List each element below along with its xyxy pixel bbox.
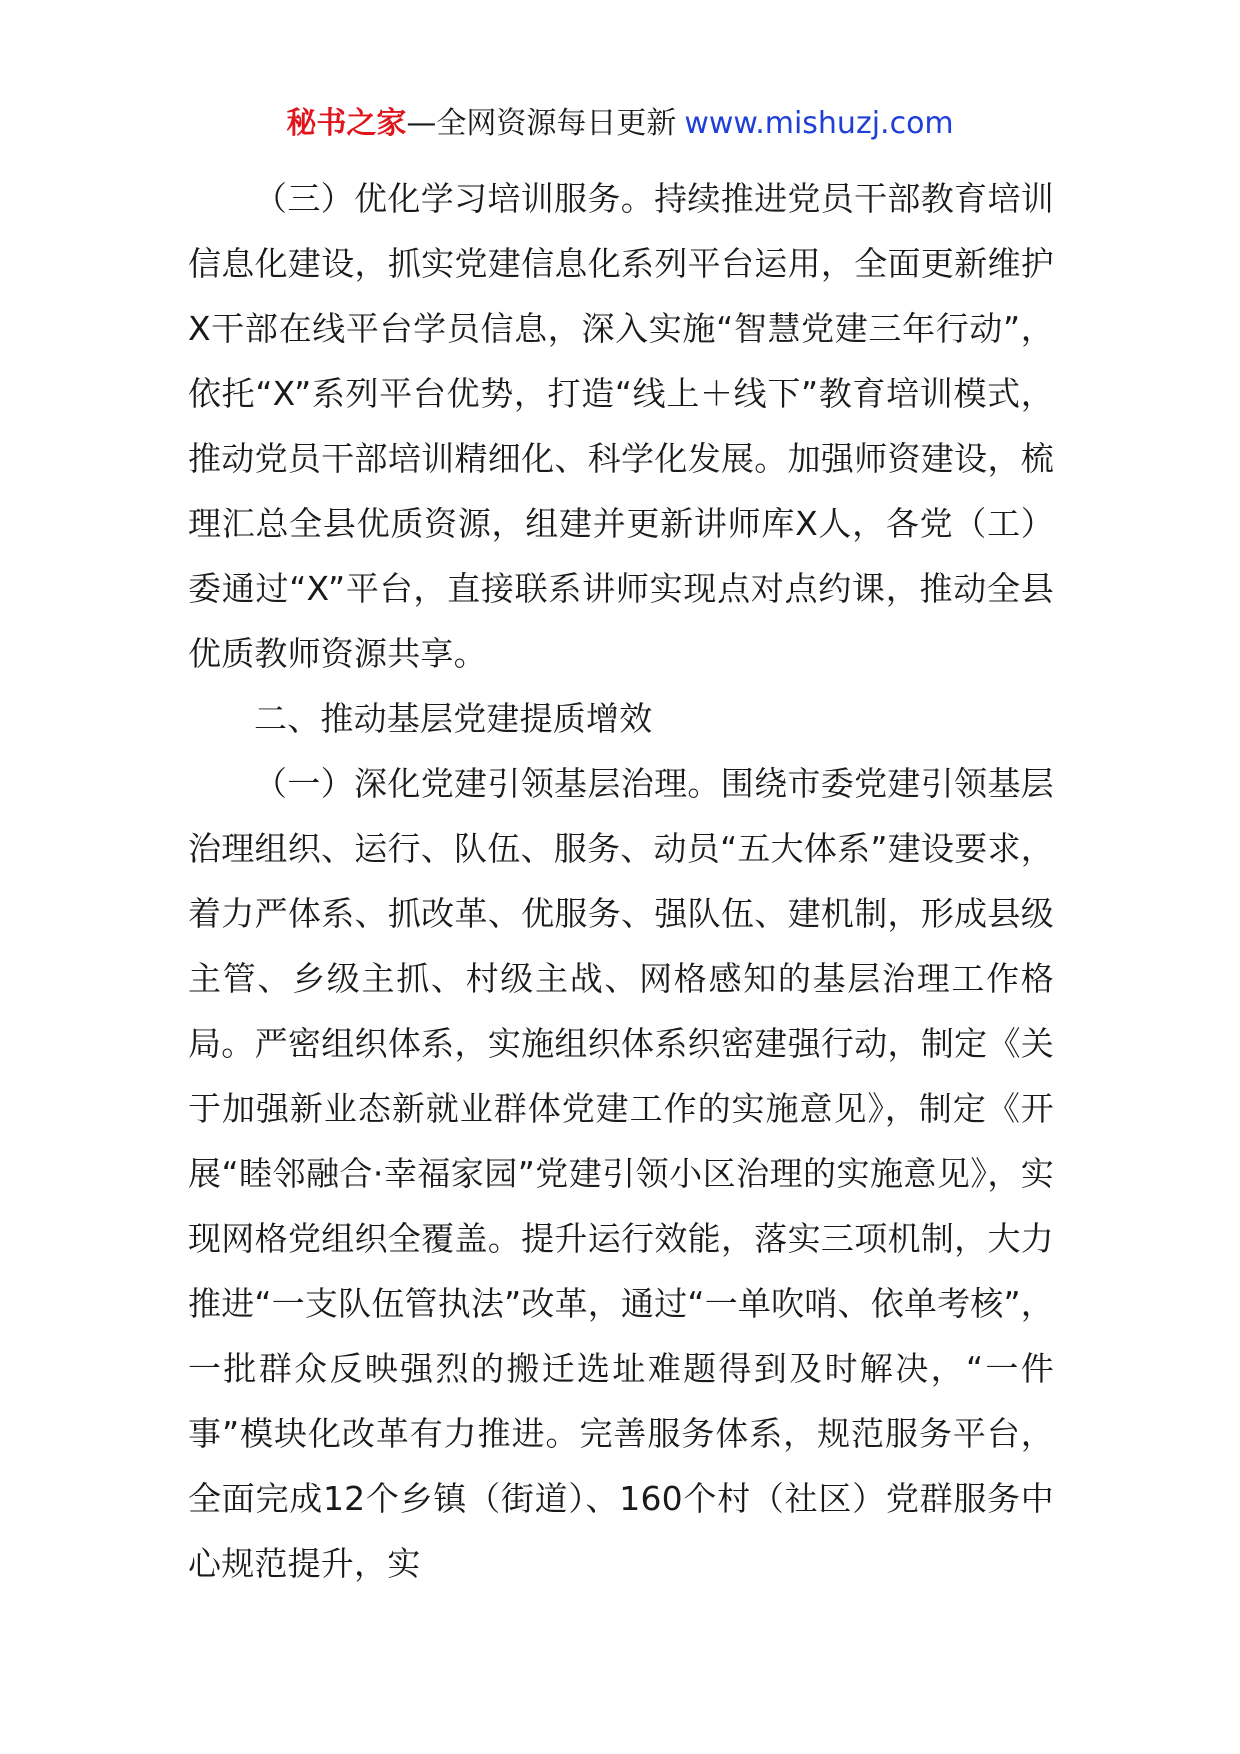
site-header: [0, 104, 1240, 144]
site-url-link[interactable]: www.mishuzj.com: [684, 106, 954, 141]
paragraph-training-services: （三）优化学习培训服务。持续推进党员干部教育培训信息化建设，抓实党建信息化系列平台运用，全面更新维护X干部在线平台学员信息，深入实施“智慧党建三年行动”，依托“X”系列平台优势，打造“线上＋线下”教育培训模式，推动党员干部培训精细化、科学化发展。加强师资建设，梳理汇总全县优质资源，组建并更新讲师库X人，各党（工）委通过“X”平台，直接联系讲师实现点对点约课，推动全县优质教师资源共享。: [188, 179, 1054, 673]
header-tagline: —全网资源每日更新: [406, 106, 677, 141]
paragraph-grassroots-governance: （一）深化党建引领基层治理。围绕市委党建引领基层治理组织、运行、队伍、服务、动员“五大体系”建设要求，着力严体系、抓改革、优服务、强队伍、建机制，形成县级主管、乡级主抓、村级主战、网格感知的基层治理工作格局。严密组织体系，实施组织体系织密建强行动，制定《关于加强新业态新就业群体党建工作的实施意见》，制定《开展“睦邻融合·幸福家园”党建引领小区治理的实施意见》，实现网格党组织全覆盖。提升运行效能，落实三项机制，大力推进“一支队伍管执法”改革，通过“一单吹哨、依单考核”，一批群众反映强烈的搬迁选址难题得到及时解决，“一件事”模块化改革有力推进。完善服务体系，规范服务平台，全面完成12个乡镇（街道）、160个村（社区）党群服务中心规范提升，实: [188, 764, 1054, 1583]
brand-name: 秘书之家: [286, 106, 407, 141]
section-heading-grassroots: 二、推动基层党建提质增效: [254, 699, 653, 738]
document-body: [188, 166, 1054, 1596]
